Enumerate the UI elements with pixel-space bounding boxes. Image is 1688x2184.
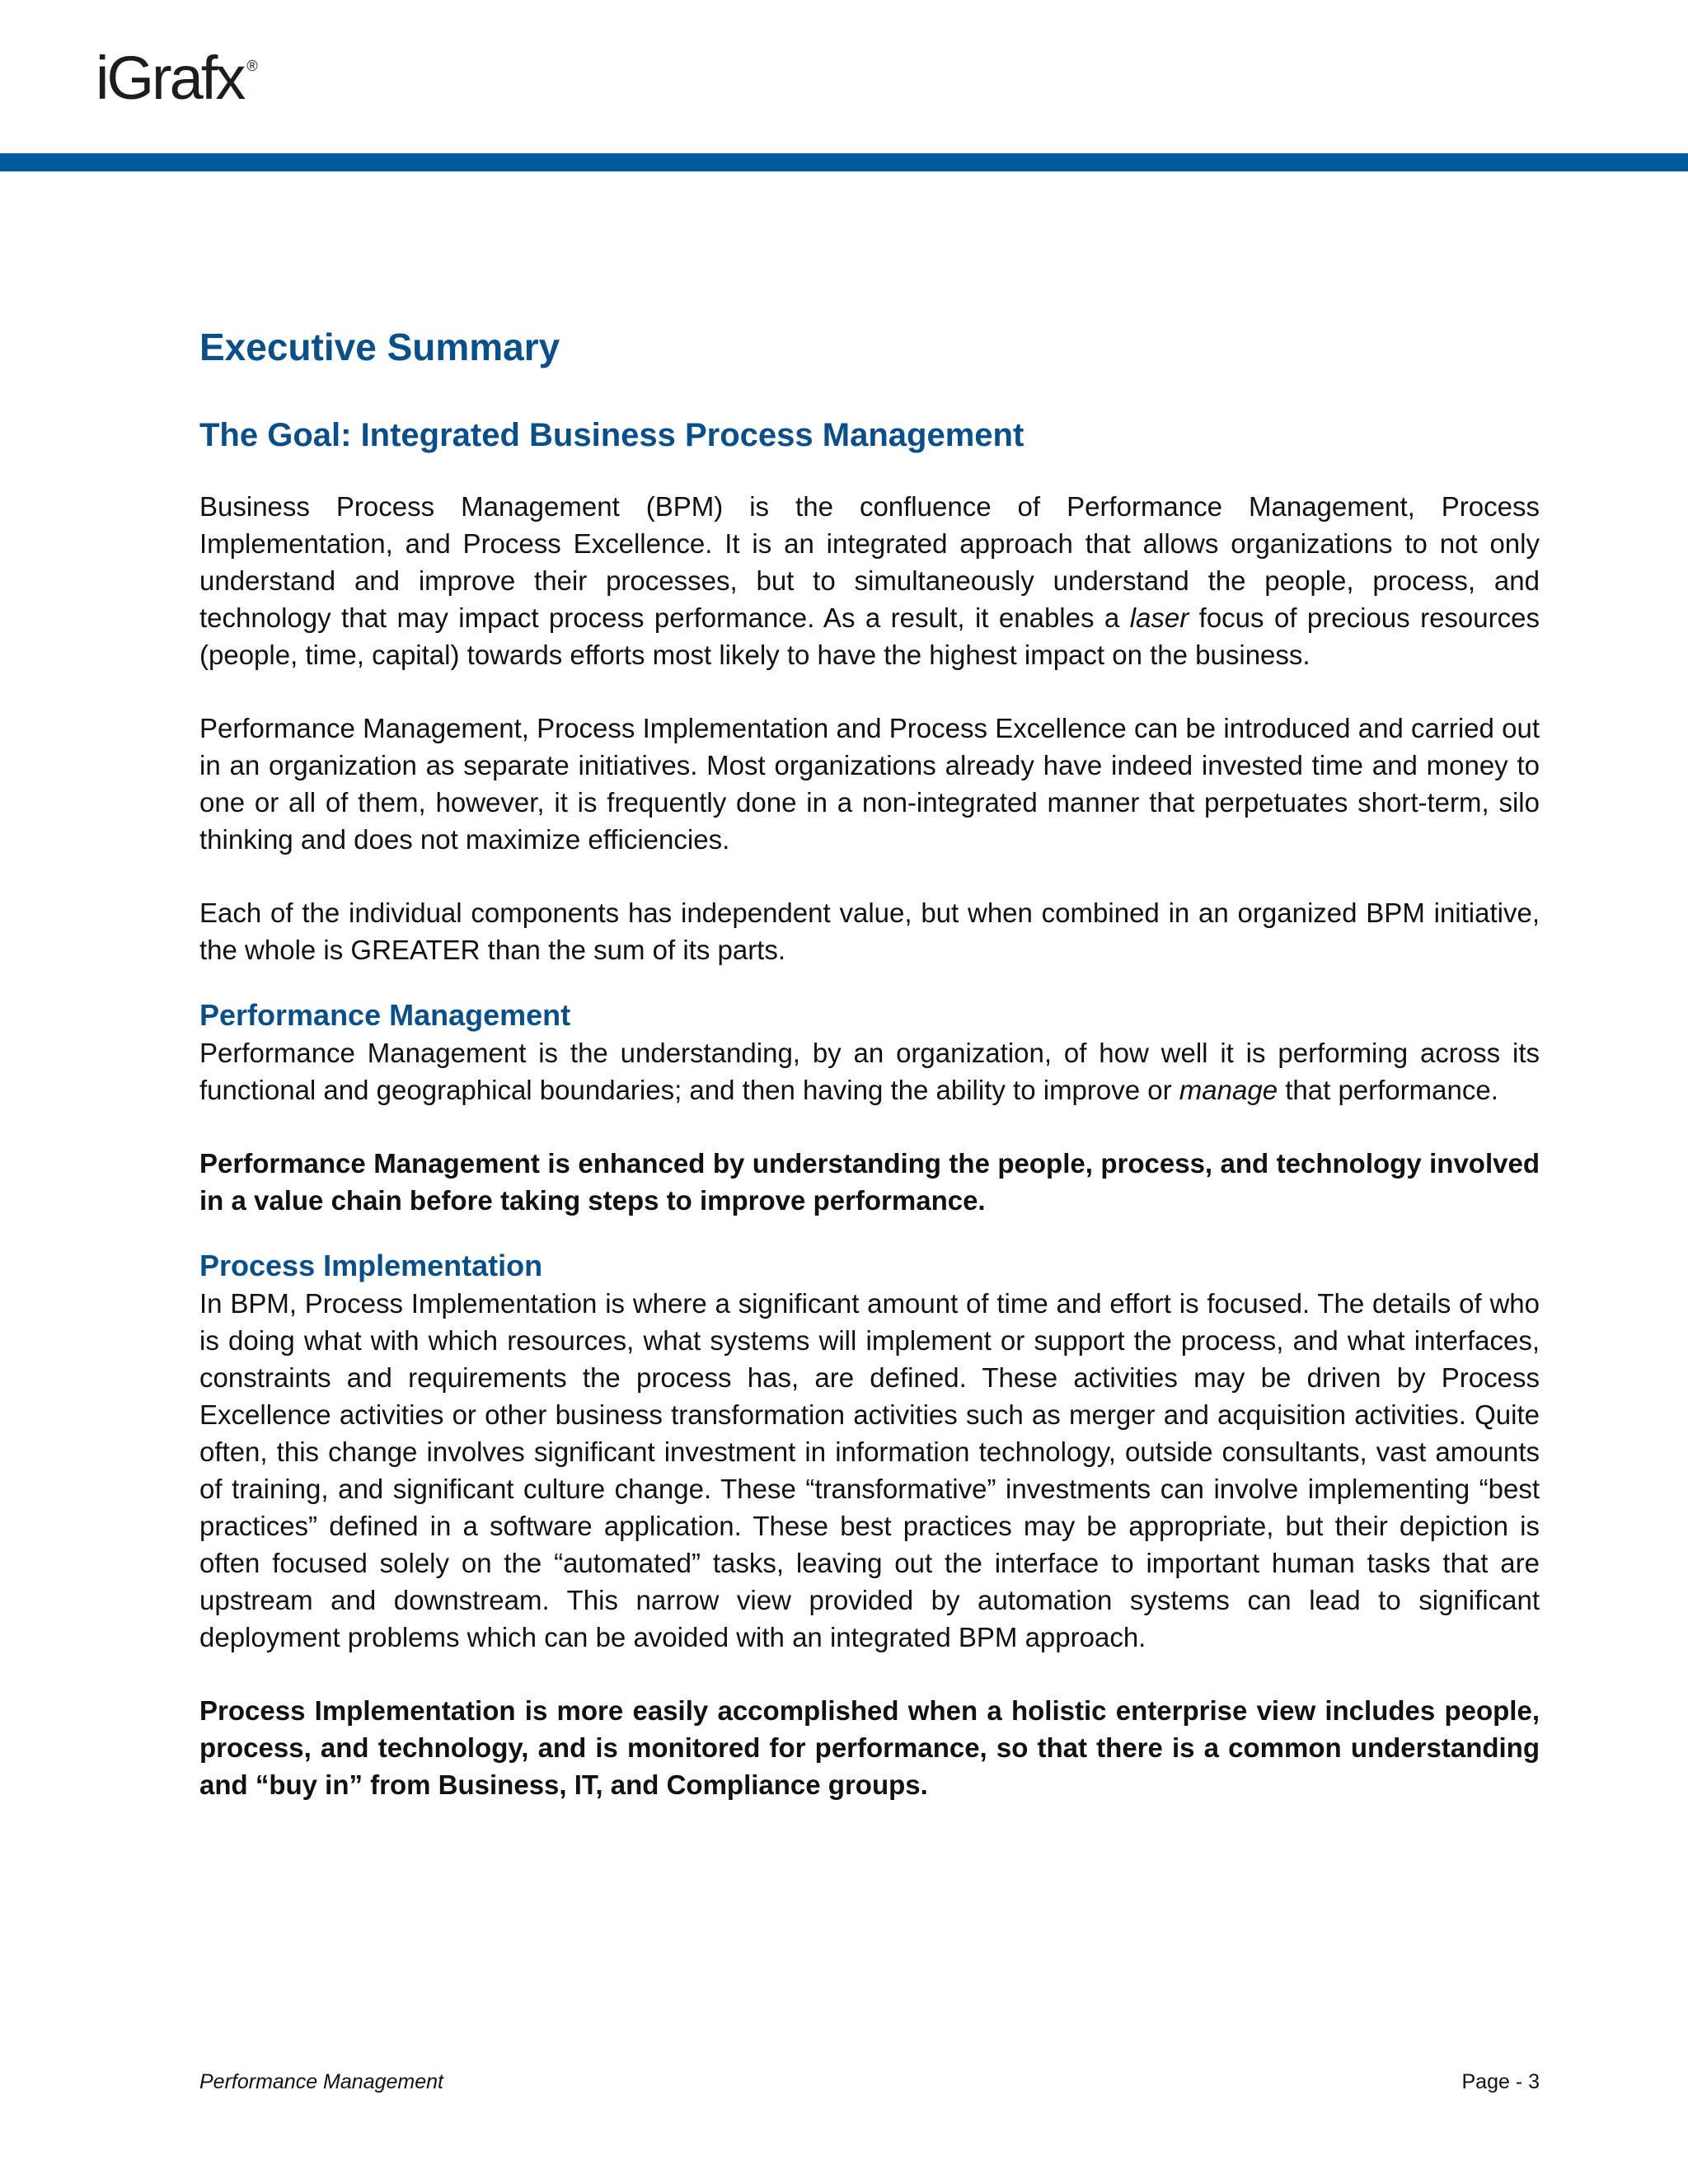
intro-paragraph-2: Performance Management, Process Implementation and Process Excellence can be introduced and carried out in an organization as separate initiatives. Most organizations already have indeed invested time and money to one or all of them, however, it is frequently done in a non-integrated manner that perpetuates short-term, silo thinking and does not maximize efficiencies.	[199, 713, 1540, 855]
intro-paragraph-3: Each of the individual components has independent value, but when combined in an organized BPM initiative, the whole is GREATER than the sum of its parts.	[199, 898, 1540, 965]
header-accent-bar	[0, 153, 1688, 171]
page-title: Executive Summary	[199, 326, 560, 368]
performance-management-paragraph	[199, 1034, 1540, 1108]
document-body	[199, 320, 1540, 1803]
manage-emphasis: manage	[1179, 1075, 1278, 1105]
performance-text-before-italic: Performance Management is the understanding, by an organization, of how well it is performing across its functional and geographical boundaries; and then having the ability to improve or	[199, 1038, 1540, 1105]
process-implementation-paragraph: In BPM, Process Implementation is where a significant amount of time and effort is focused. The details of who is doing what with which resources, what systems will implement or support the process, and what interfaces, constraints and requirements the process has, are defined. These activities may be driven by Process Excellence activities or other business transformation activities such as merger and acquisition activities. Quite often, this change involves significant investment in information technology, outside consultants, vast amounts of training, and significant culture change. These “transformative” investments can involve implementing “best practices” defined in a software application. These best practices may be appropriate, but their depiction is often focused solely on the “automated” tasks, leaving out the interface to important human tasks that are upstream and downstream. This narrow view provided by automation systems can lead to significant deployment problems which can be avoided with an integrated BPM approach.	[199, 1288, 1540, 1652]
performance-management-key-point: Performance Management is enhanced by understanding the people, process, and technology involved in a value chain before taking steps to improve performance.	[199, 1148, 1540, 1216]
process-implementation-key-point: Process Implementation is more easily accomplished when a holistic enterprise view includes people, process, and technology, and is monitored for performance, so that there is a common understanding and “buy in” from Business, IT, and Compliance groups.	[199, 1695, 1540, 1800]
intro-text-after-italic: focus of precious resources (people, time, capital) towards efforts most likely to have the highest impact on the business.	[199, 602, 1540, 670]
footer-document-title: Performance Management	[199, 2070, 443, 2093]
logo-text: iGrafx	[96, 44, 244, 112]
process-implementation-heading: Process Implementation	[199, 1249, 543, 1282]
performance-management-heading: Performance Management	[199, 998, 571, 1032]
intro-paragraph-1	[199, 488, 1540, 673]
igrafx-logo	[96, 44, 258, 112]
laser-emphasis: laser	[1129, 602, 1189, 633]
performance-text-after-italic: that performance.	[1278, 1075, 1498, 1105]
footer-page-number: Page - 3	[1461, 2070, 1540, 2093]
registered-mark: ®	[246, 58, 258, 74]
section-title: The Goal: Integrated Business Process Management	[199, 417, 1025, 453]
intro-text-before-italic: Business Process Management (BPM) is the confluence of Performance Management, Process Implementation, and Process Excellence. It is an integrated approach that allows organizations to not only understand and improve their processes, but to simultaneously understand the people, process, and technology that may impact process performance. As a result, it enables a	[199, 491, 1540, 633]
